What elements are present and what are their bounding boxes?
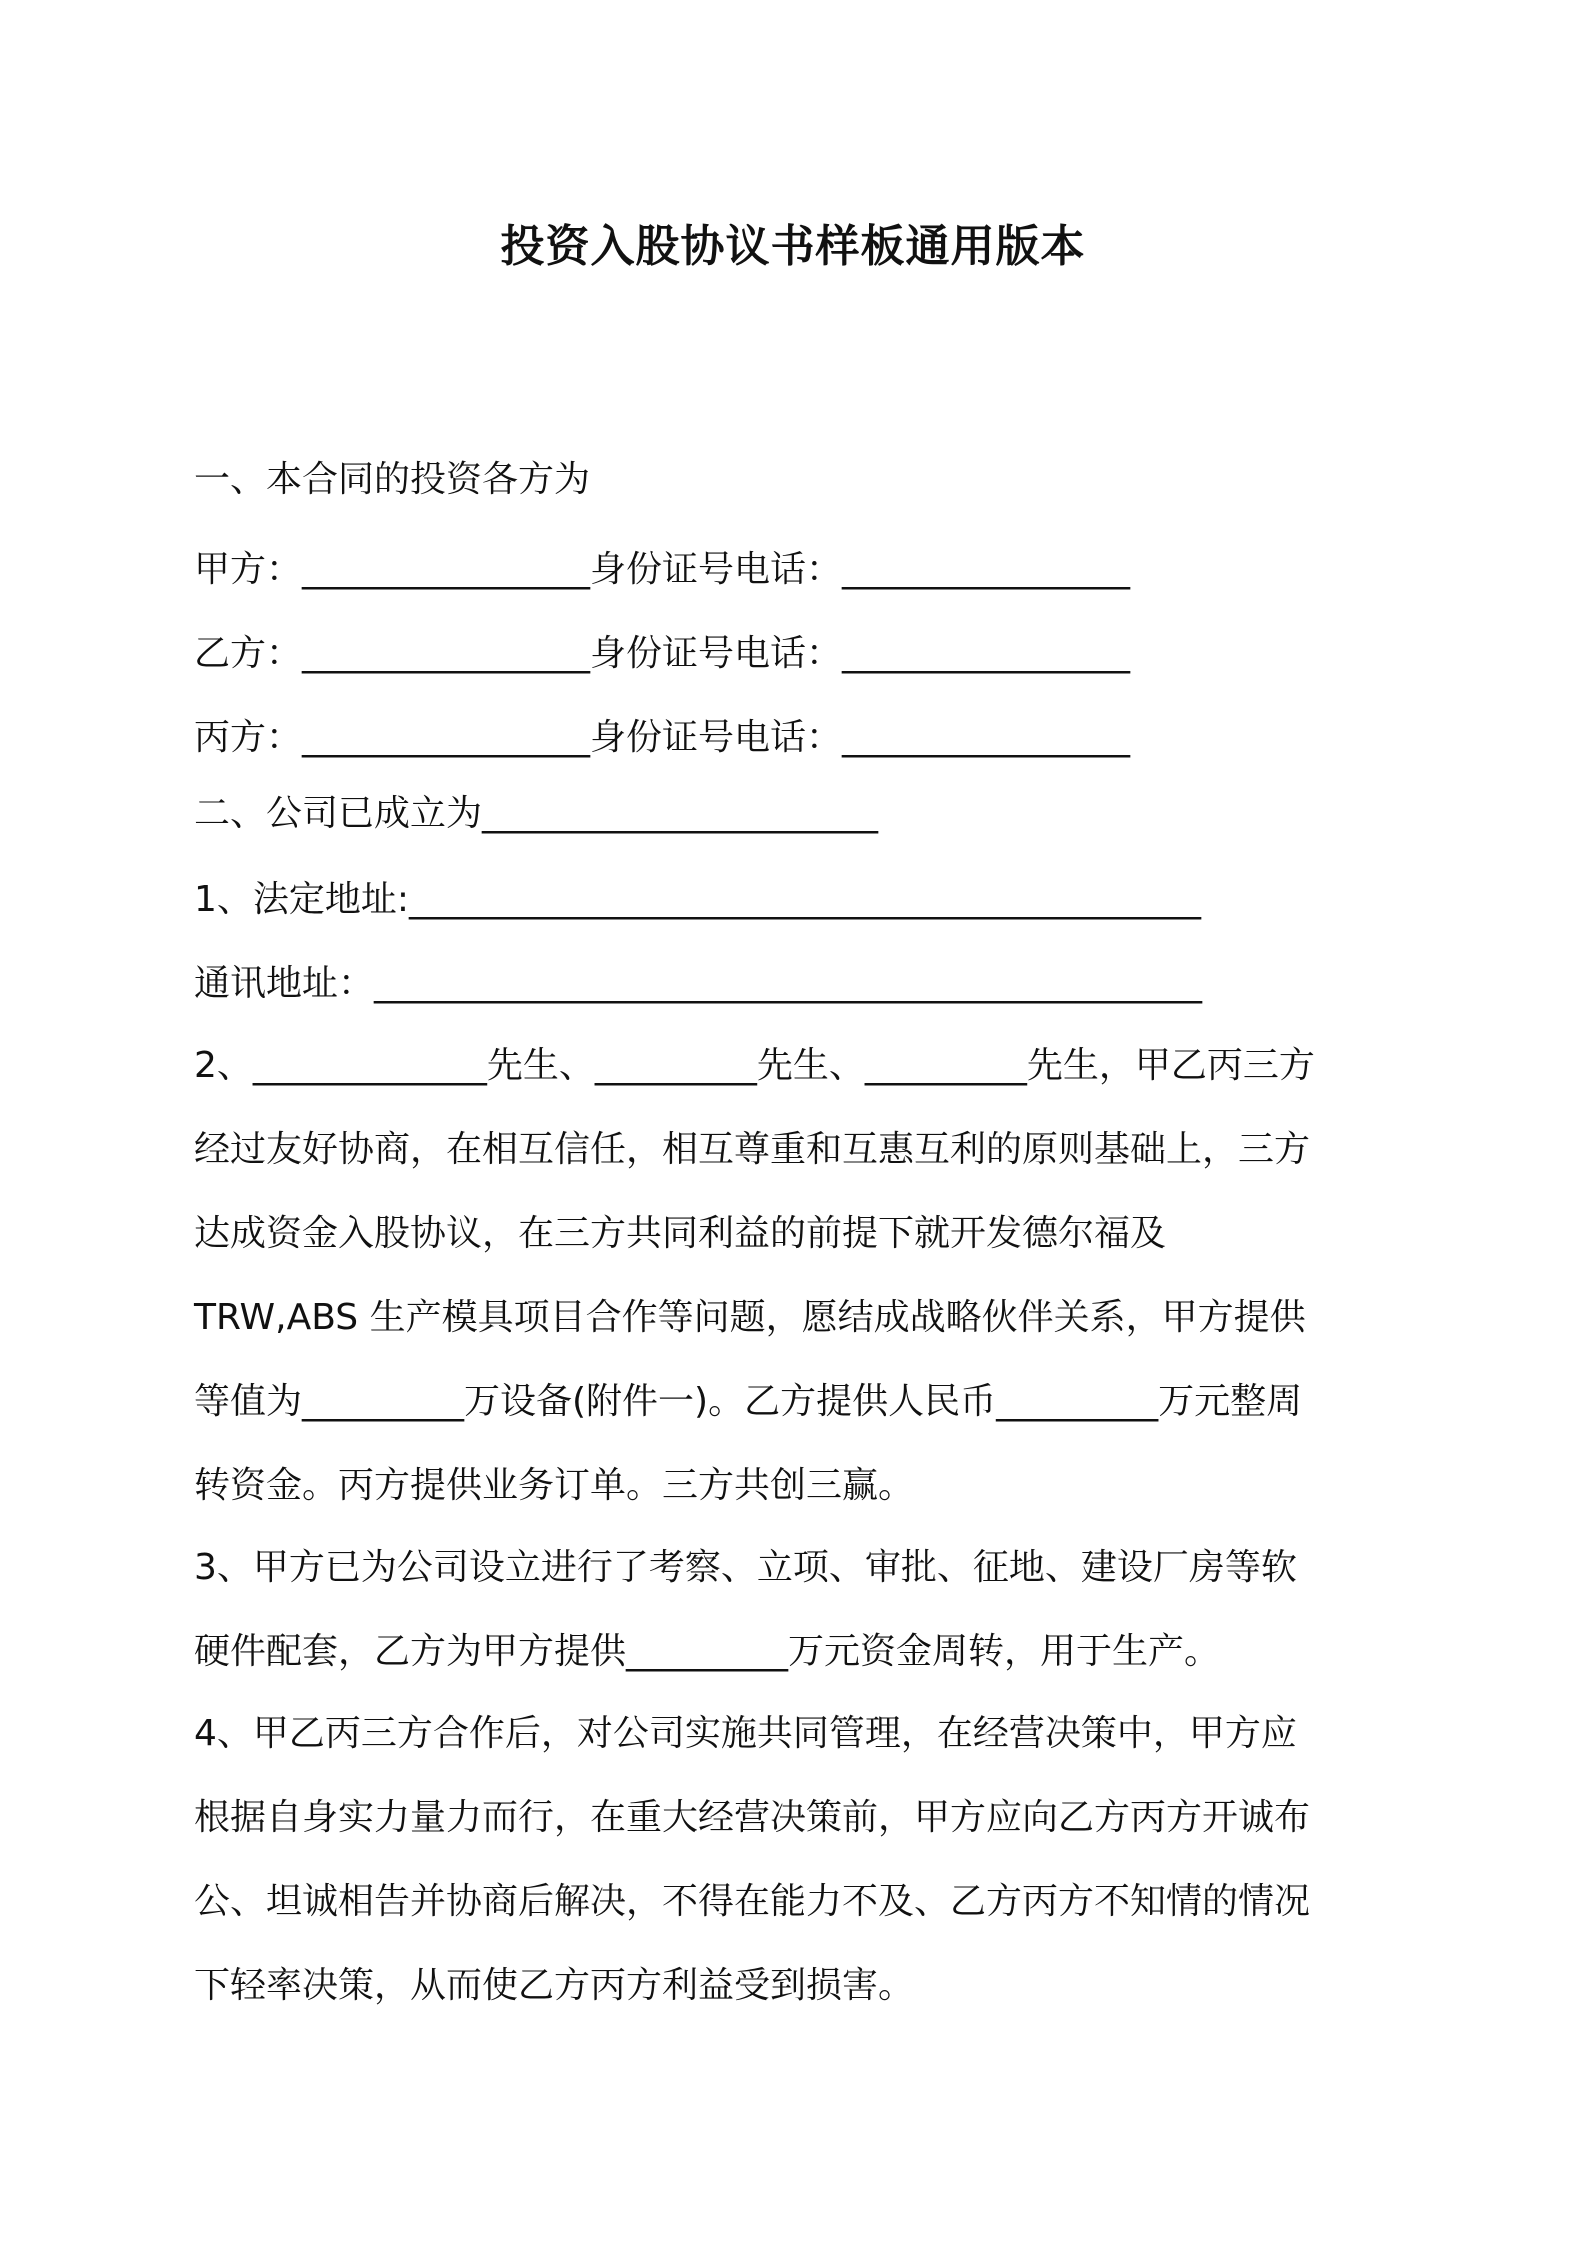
- legal-address-line: 1、法定地址:____________________________________________: [194, 879, 1202, 920]
- clause-4-line-4: 下轻率决策，从而使乙方丙方利益受到损害。: [194, 1965, 915, 2006]
- clause-2-line-3: 达成资金入股协议，在三方共同利益的前提下就开发德尔福及: [194, 1213, 1167, 1254]
- mailing-address-line: 通讯地址：______________________________________________: [194, 963, 1203, 1004]
- section-2-heading: 二、公司已成立为______________________: [194, 793, 879, 834]
- clause-4-line-3: 公、坦诚相告并协商后解决，不得在能力不及、乙方丙方不知情的情况: [194, 1881, 1311, 1922]
- document-title: 投资入股协议书样板通用版本: [500, 221, 1086, 272]
- clause-4-line-2: 根据自身实力量力而行，在重大经营决策前，甲方应向乙方丙方开诚布: [194, 1797, 1311, 1838]
- clause-3-line-2: 硬件配套，乙方为甲方提供_________万元资金周转，用于生产。: [194, 1631, 1221, 1672]
- clause-3-line-1: 3、甲方已为公司设立进行了考察、立项、审批、征地、建设厂房等软: [194, 1547, 1297, 1588]
- section-1-heading: 一、本合同的投资各方为: [194, 459, 591, 500]
- clause-2-line-5: 等值为_________万设备(附件一)。乙方提供人民币_________万元整周: [194, 1381, 1303, 1422]
- party-a-line: 甲方：________________身份证号电话：________________: [194, 549, 1131, 590]
- clause-4-line-1: 4、甲乙丙三方合作后，对公司实施共同管理，在经营决策中，甲方应: [194, 1713, 1297, 1754]
- party-b-line: 乙方：________________身份证号电话：________________: [194, 633, 1131, 674]
- party-c-line: 丙方：________________身份证号电话：________________: [194, 717, 1131, 758]
- clause-2-line-1: 2、_____________先生、_________先生、_________先生，甲乙丙三方: [194, 1045, 1315, 1086]
- clause-2-line-6: 转资金。丙方提供业务订单。三方共创三赢。: [194, 1465, 915, 1506]
- clause-2-line-4: TRW,ABS 生产模具项目合作等问题，愿结成战略伙伴关系，甲方提供: [194, 1297, 1306, 1338]
- clause-2-line-2: 经过友好协商，在相互信任，相互尊重和互惠互利的原则基础上，三方: [194, 1129, 1311, 1170]
